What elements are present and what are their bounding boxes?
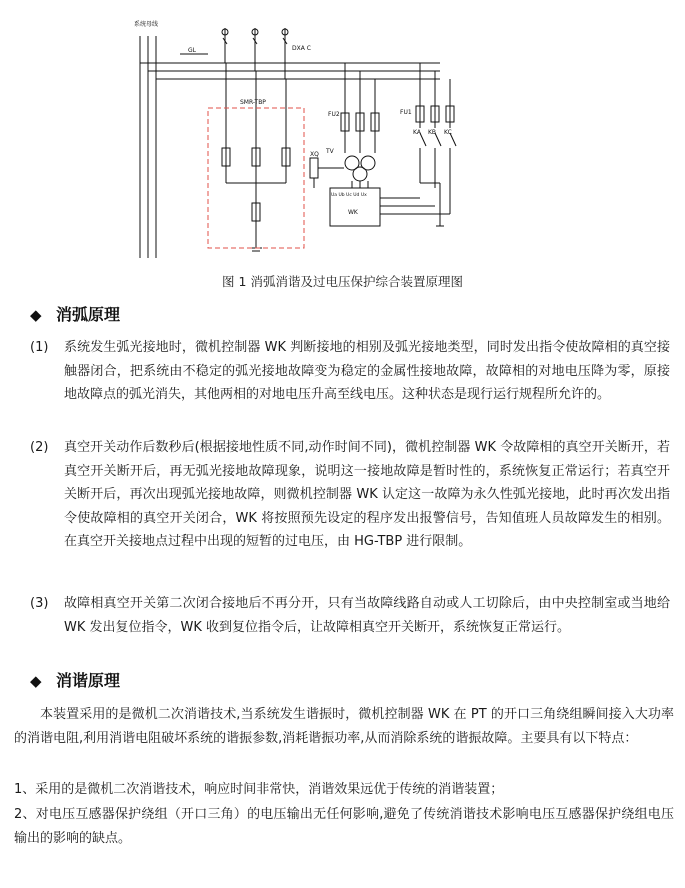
label-dxa: DXA C	[292, 45, 311, 52]
figure-caption: 图 1 消弧消谐及过电压保护综合装置原理图	[222, 274, 463, 289]
label-smr: SMR-TBP	[240, 99, 266, 106]
item-text: 真空开关动作后数秒后(根据接地性质不同,动作时间不同)，微机控制器 WK 令故障相的真空开关断开，若真空开关断开后，再无弧光接地故障现象，说明这一接地故障是暂时性的，系统恢复正常运行；若真空开关断开后，再次出现弧光接地故障，则微机控制器 WK 认定这一故障为永久性弧光接地，此时再次发出指令使故障相的真空开关闭合，WK 将按照预先设定的程序发出报警信号，告知值班人员故障发生的相别。在真空开关接地点过程中出现的短暂的过电压，由 HG-TBP 进行限制。	[64, 440, 670, 549]
label-ka: KA	[413, 129, 421, 136]
label-kc: KC	[444, 129, 452, 136]
intro-paragraph: 本装置采用的是微机二次消谐技术,当系统发生谐振时，微机控制器 WK 在 PT 的开口三角绕组瞬间接入大功率的消谐电阻,利用消谐电阻破坏系统的谐振参数,消耗谐振功率,从而消除系统的谐振故障。主要具有以下特点：	[14, 707, 674, 746]
section-heading-arc	[30, 302, 120, 325]
label-gl: GL	[188, 47, 196, 54]
list-item	[30, 336, 670, 407]
label-kb: KB	[428, 129, 437, 136]
list-item	[30, 436, 670, 554]
item-text: 系统发生弧光接地时，微机控制器 WK 判断接地的相别及弧光接地类型，同时发出指令使故障相的真空接触器闭合，把系统由不稳定的弧光接地故障变为稳定的金属性接地故障，故障相的对地电压降为零，原接地故障点的弧光消失，其他两相的对地电压升高至线电压。这种状态是现行运行规程所允许的。	[64, 340, 670, 402]
item-number: (1)	[30, 340, 49, 355]
circuit-diagram	[130, 8, 470, 266]
feature-point: 2、对电压互感器保护绕组（开口三角）的电压输出无任何影响,避免了传统消谐技术影响电压互感器保护绕组电压输出的影响的缺点。	[14, 807, 674, 846]
label-tv: TV	[326, 148, 334, 155]
item-text: 故障相真空开关第二次闭合接地后不再分开，只有当故障线路自动或人工切除后，由中央控制室或当地给 WK 发出复位指令，WK 收到复位指令后，让故障相真空开关断开，系统恢复正常运行。	[64, 596, 670, 635]
diamond-bullet-icon: ◆	[30, 672, 42, 690]
label-fu1: FU1	[400, 109, 412, 116]
label-wk: WK	[348, 209, 358, 216]
feature-point: 1、采用的是微机二次消谐技术，响应时间非常快，消谐效果远优于传统的消谐装置；	[14, 782, 504, 797]
diamond-bullet-icon: ◆	[30, 306, 42, 324]
label-fu2: FU2	[328, 111, 340, 118]
item-number: (2)	[30, 440, 49, 455]
section-title: 消谐原理	[56, 671, 121, 690]
label-wk-terminals: Ua Ub Uc Ud Ux	[331, 193, 367, 198]
label-xq: XQ	[310, 151, 319, 158]
section-heading-harmonic	[30, 668, 120, 691]
label-system-bus: 系统母线	[134, 21, 159, 28]
item-number: (3)	[30, 596, 49, 611]
section-title: 消弧原理	[56, 305, 121, 324]
list-item	[30, 592, 670, 639]
